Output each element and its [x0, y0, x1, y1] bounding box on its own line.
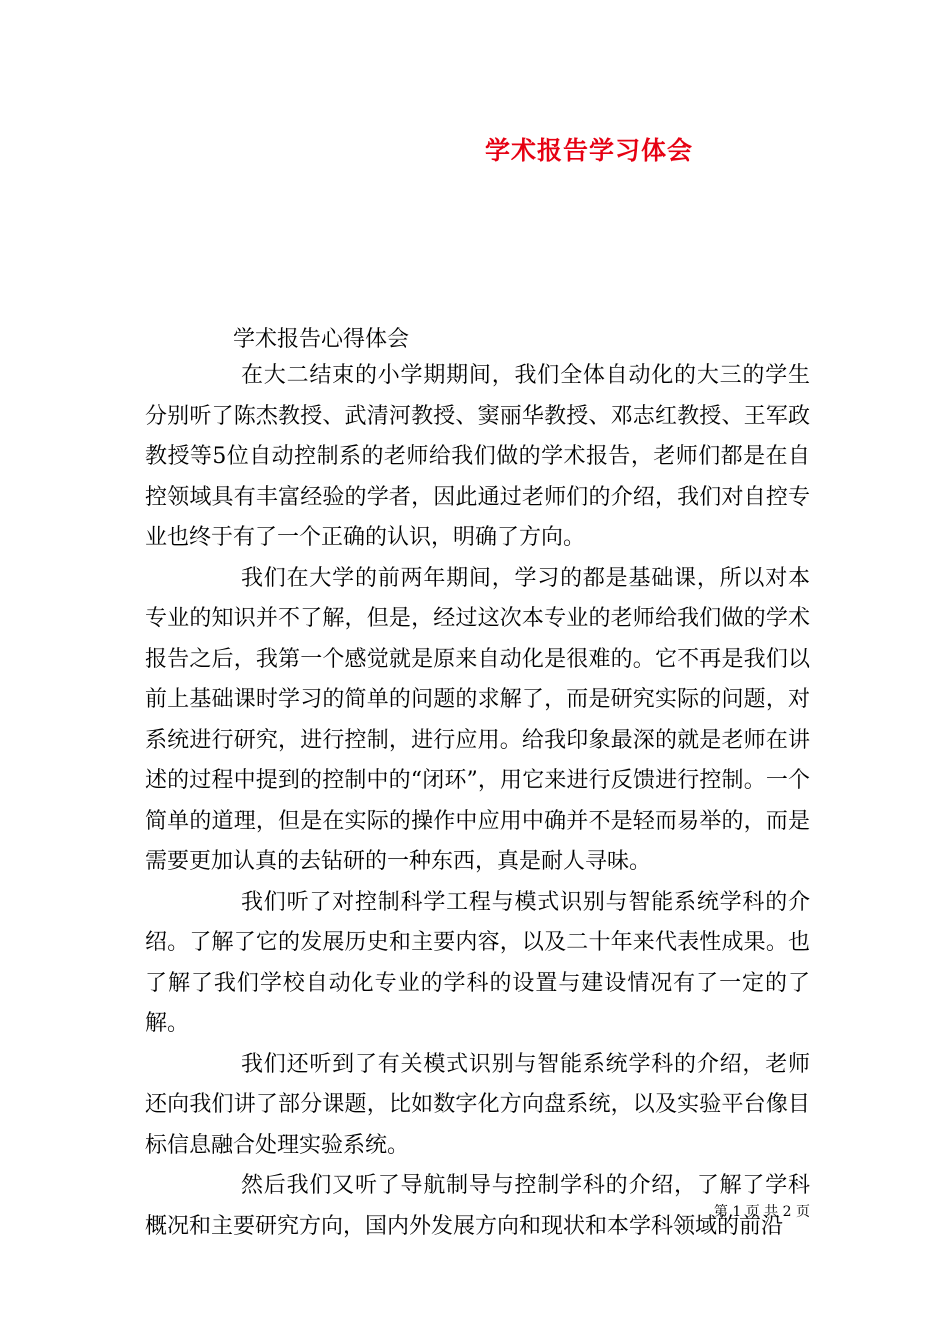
document-subtitle: 学术报告心得体会 — [233, 327, 410, 352]
paragraph-5: 然后我们又听了导航制导与控制学科的介绍，了解了学科概况和主要研究方向，国内外发展方向和现状和本学科领域的前沿 — [145, 1173, 810, 1239]
paragraph-1: 在大二结束的小学期期间，我们全体自动化的大三的学生分别听了陈杰教授、武清河教授、窦丽华教授、邓志红教授、王军政教授等5位自动控制系的老师给我们做的学术报告，老师们都是在自控领域具有丰富经验的学者，因此通过老师们的介绍，我们对自控专业也终于有了一个正确的认识，明确了方向。 — [145, 363, 810, 550]
paragraph-2: 我们在大学的前两年期间，学习的都是基础课，所以对本专业的知识并不了解，但是，经过这次本专业的老师给我们做的学术报告之后，我第一个感觉就是原来自动化是很难的。它不再是我们以前上基础课时学习的简单的问题的求解了，而是研究实际的问题，对系统进行研究，进行控制，进行应用。给我印象最深的就是老师在讲述的过程中提到的控制中的“闭环”，用它来进行反馈进行控制。一个简单的道理，但是在实际的操作中应用中确并不是轻而易举的，而是需要更加认真的去钻研的一种东西，真是耐人寻味。 — [145, 565, 810, 874]
paragraph-3: 我们听了对控制科学工程与模式识别与智能系统学科的介绍。了解了它的发展历史和主要内容，以及二十年来代表性成果。也了解了我们学校自动化专业的学科的设置与建设情况有了一定的了解。 — [145, 889, 810, 1036]
paragraph-4: 我们还听到了有关模式识别与智能系统学科的介绍，老师还向我们讲了部分课题，比如数字化方向盘系统，以及实验平台像目标信息融合处理实验系统。 — [145, 1051, 810, 1158]
page-number-footer: 第 1 页 共 2 页 — [713, 1204, 810, 1220]
page-title: 学术报告学习体会 — [484, 136, 693, 165]
body-text — [145, 356, 810, 1247]
